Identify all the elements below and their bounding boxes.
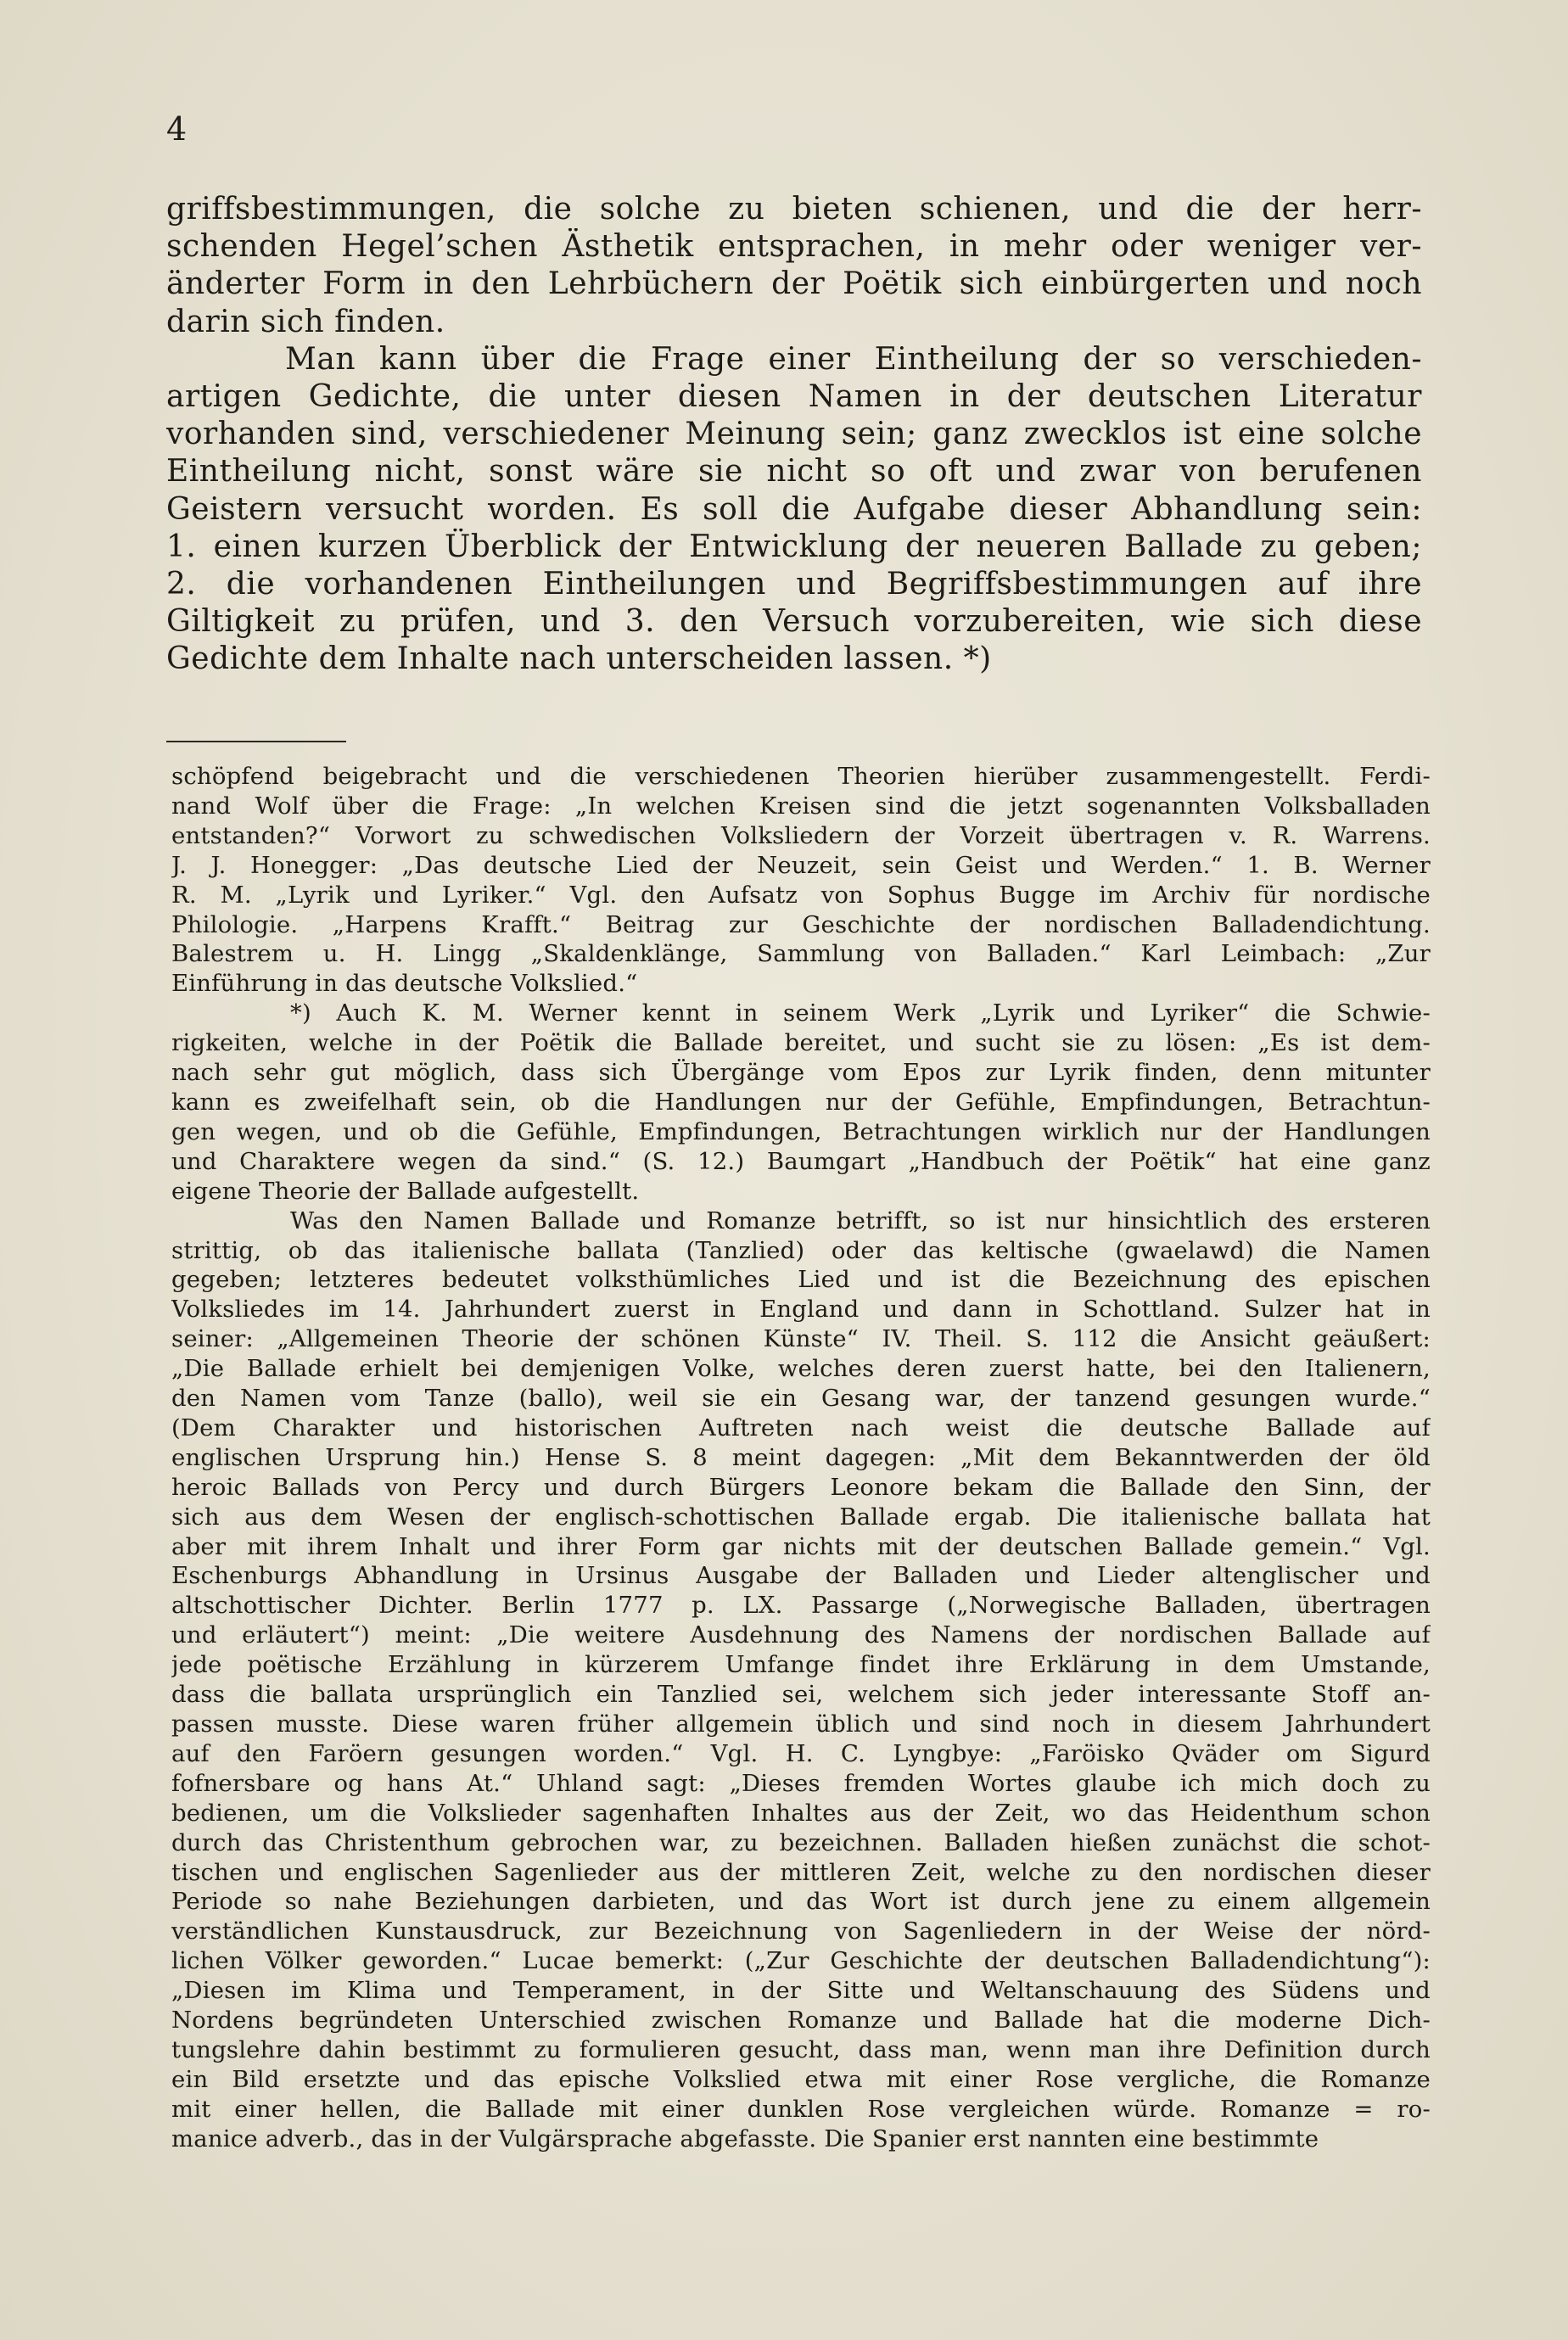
page-number: 4 xyxy=(166,110,188,148)
text-line: tischen und englischen Sagenlieder aus der mittleren Zeit, welche zu den nordischen dieser xyxy=(171,1858,1431,1886)
main-paragraph-1 xyxy=(166,191,1422,341)
footnote-asterisk xyxy=(171,999,1431,1206)
text-line: und Charaktere wegen da sind.“ (S. 12.) Baumgart „Handbuch der Poëtik“ hat eine ganz xyxy=(171,1147,1431,1175)
text-line: schenden Hegel’schen Ästhetik entsprachen, in mehr oder weniger ver- xyxy=(166,229,1422,265)
footnote-ballade-romanze xyxy=(171,1206,1431,2154)
text-line: mit einer hellen, die Ballade mit einer dunklen Rose vergleichen würde. Romanze = ro- xyxy=(171,2095,1431,2123)
text-line: Man kann über die Frage einer Eintheilung der so verschieden- xyxy=(285,341,1422,377)
text-line: Nordens begründeten Unterschied zwischen Romanze und Ballade hat die moderne Dich- xyxy=(171,2007,1431,2035)
text-line: passen musste. Diese waren früher allgemein üblich und sind noch in diesem Jahrhundert xyxy=(171,1710,1431,1738)
text-line: durch das Christenthum gebrochen war, zu bezeichnen. Balladen hießen zunächst die schot- xyxy=(171,1828,1431,1856)
text-line: schöpfend beigebracht und die verschiedenen Theorien hierüber zusammengestellt. Ferdi- xyxy=(171,763,1431,790)
text-line: Eintheilung nicht, sonst wäre sie nicht so oft und zwar von berufenen xyxy=(166,454,1422,490)
main-paragraph-2 xyxy=(166,341,1422,679)
text-line: aber mit ihrem Inhalt und ihrer Form gar nichts mit der deutschen Ballade gemein.“ Vgl. xyxy=(171,1532,1431,1560)
footnotes xyxy=(171,762,1431,2154)
text-line: seiner: „Allgemeinen Theorie der schönen Künste“ IV. Theil. S. 112 die Ansicht geäußert: xyxy=(171,1325,1431,1353)
text-line: heroic Ballads von Percy und durch Bürgers Leonore bekam die Ballade den Sinn, der xyxy=(171,1473,1431,1501)
text-line: „Diesen im Klima und Temperament, in der Sitte und Weltanschauung des Südens und xyxy=(171,1977,1431,2005)
text-line: tungslehre dahin bestimmt zu formulieren gesucht, dass man, wenn man ihre Definition durch xyxy=(171,2035,1431,2063)
text-line: lichen Völker geworden.“ Lucae bemerkt: („Zur Geschichte der deutschen Balladendichtung“): xyxy=(171,1947,1431,1975)
text-line: 1. einen kurzen Überblick der Entwicklung der neueren Ballade zu geben; xyxy=(166,529,1422,564)
text-line: Einführung in das deutsche Volkslied.“ xyxy=(171,970,638,998)
footnote-separator xyxy=(166,741,346,742)
text-line: Geistern versucht worden. Es soll die Aufgabe dieser Abhandlung sein: xyxy=(166,491,1422,527)
text-line: Gedichte dem Inhalte nach unterscheiden lassen. *) xyxy=(166,641,992,677)
text-line: 2. die vorhandenen Eintheilungen und Begriffsbestimmungen auf ihre xyxy=(166,567,1422,602)
text-line: Periode so nahe Beziehungen darbieten, und das Wort ist durch jene zu einem allgemein xyxy=(171,1888,1431,1916)
text-line: eigene Theorie der Ballade aufgestellt. xyxy=(171,1177,640,1205)
text-line: darin sich finden. xyxy=(166,304,445,339)
text-line: den Namen vom Tanze (ballo), weil sie ein Gesang war, der tanzend gesungen wurde.“ xyxy=(171,1385,1431,1413)
main-text xyxy=(166,191,1422,679)
text-line: fofnersbare og hans At.“ Uhland sagt: „Dieses fremden Wortes glaube ich mich doch zu xyxy=(171,1769,1431,1797)
text-line: Giltigkeit zu prüfen, und 3. den Versuch vorzubereiten, wie sich diese xyxy=(166,604,1422,640)
text-line: Balestrem u. H. Lingg „Skaldenklänge, Sammlung von Balladen.“ Karl Leimbach: „Zur xyxy=(171,940,1431,968)
text-line: dass die ballata ursprünglich ein Tanzlied sei, welchem sich jeder interessante Stoff an- xyxy=(171,1681,1431,1709)
text-line: gen wegen, und ob die Gefühle, Empfindungen, Betrachtungen wirklich nur der Handlungen xyxy=(171,1117,1431,1145)
text-line: Was den Namen Ballade und Romanze betrifft, so ist nur hinsichtlich des ersteren xyxy=(290,1206,1431,1234)
text-line: strittig, ob das italienische ballata (Tanzlied) oder das keltische (gwaelawd) die Namen xyxy=(171,1236,1431,1264)
text-line: und erläutert“) meint: „Die weitere Ausdehnung des Namens der nordischen Ballade auf xyxy=(171,1621,1431,1649)
text-line: ein Bild ersetzte und das epische Volkslied etwa mit einer Rose vergliche, die Romanze xyxy=(171,2065,1431,2093)
text-line: vorhanden sind, verschiedener Meinung sein; ganz zwecklos ist eine solche xyxy=(166,417,1422,452)
text-line: nand Wolf über die Frage: „In welchen Kreisen sind die jetzt sogenannten Volksballaden xyxy=(171,792,1431,820)
text-line: griffsbestimmungen, die solche zu bieten schienen, und die der herr- xyxy=(166,192,1422,227)
footnote-continuation xyxy=(171,762,1431,999)
text-line: *) Auch K. M. Werner kennt in seinem Werk „Lyrik und Lyriker“ die Schwie- xyxy=(290,999,1431,1027)
text-line: jede poëtische Erzählung in kürzerem Umfange findet ihre Erklärung in dem Umstande, xyxy=(171,1651,1431,1679)
text-line: auf den Faröern gesungen worden.“ Vgl. H. C. Lyngbye: „Faröisko Qväder om Sigurd xyxy=(171,1739,1431,1767)
text-line: entstanden?“ Vorwort zu schwedischen Volksliedern der Vorzeit übertragen v. R. Warrens. xyxy=(171,821,1431,849)
text-line: artigen Gedichte, die unter diesen Namen in der deutschen Literatur xyxy=(166,379,1422,415)
text-line: gegeben; letzteres bedeutet volksthümliches Lied und ist die Bezeichnung des epischen xyxy=(171,1266,1431,1294)
text-line: (Dem Charakter und historischen Auftreten nach weist die deutsche Ballade auf xyxy=(171,1414,1431,1442)
text-line: verständlichen Kunstausdruck, zur Bezeichnung von Sagenliedern in der Weise der nörd- xyxy=(171,1917,1431,1945)
text-line: Eschenburgs Abhandlung in Ursinus Ausgabe der Balladen und Lieder altenglischer und xyxy=(171,1562,1431,1590)
text-line: Volksliedes im 14. Jahrhundert zuerst in England und dann in Schottland. Sulzer hat in xyxy=(171,1296,1431,1324)
text-line: altschottischer Dichter. Berlin 1777 p. LX. Passarge („Norwegische Balladen, übertragen xyxy=(171,1592,1431,1620)
text-line: Philologie. „Harpens Krafft.“ Beitrag zur Geschichte der nordischen Balladendichtung. xyxy=(171,910,1431,938)
text-line: J. J. Honegger: „Das deutsche Lied der Neuzeit, sein Geist und Werden.“ 1. B. Werner xyxy=(171,851,1431,879)
text-line: änderter Form in den Lehrbüchern der Poëtik sich einbürgerten und noch xyxy=(166,266,1422,302)
text-line: rigkeiten, welche in der Poëtik die Ballade bereitet, und sucht sie zu lösen: „Es ist dem- xyxy=(171,1029,1431,1057)
text-line: nach sehr gut möglich, dass sich Übergänge vom Epos zur Lyrik finden, denn mitunter xyxy=(171,1059,1431,1087)
text-line: „Die Ballade erhielt bei demjenigen Volke, welches deren zuerst hatte, bei den Italienern, xyxy=(171,1355,1431,1383)
text-line: englischen Ursprung hin.) Hense S. 8 meint dagegen: „Mit dem Bekanntwerden der öld xyxy=(171,1443,1431,1471)
text-line: kann es zweifelhaft sein, ob die Handlungen nur der Gefühle, Empfindungen, Betrachtun- xyxy=(171,1088,1431,1116)
text-line: R. M. „Lyrik und Lyriker.“ Vgl. den Aufsatz von Sophus Bugge im Archiv für nordische xyxy=(171,881,1431,909)
text-line: manice adverb., das in der Vulgärsprache abgefasste. Die Spanier erst nannten eine bestimmte xyxy=(171,2124,1319,2152)
text-line: sich aus dem Wesen der englisch-schottischen Ballade ergab. Die italienische ballata hat xyxy=(171,1503,1431,1531)
text-line: bedienen, um die Volkslieder sagenhaften Inhaltes aus der Zeit, wo das Heidenthum schon xyxy=(171,1799,1431,1827)
